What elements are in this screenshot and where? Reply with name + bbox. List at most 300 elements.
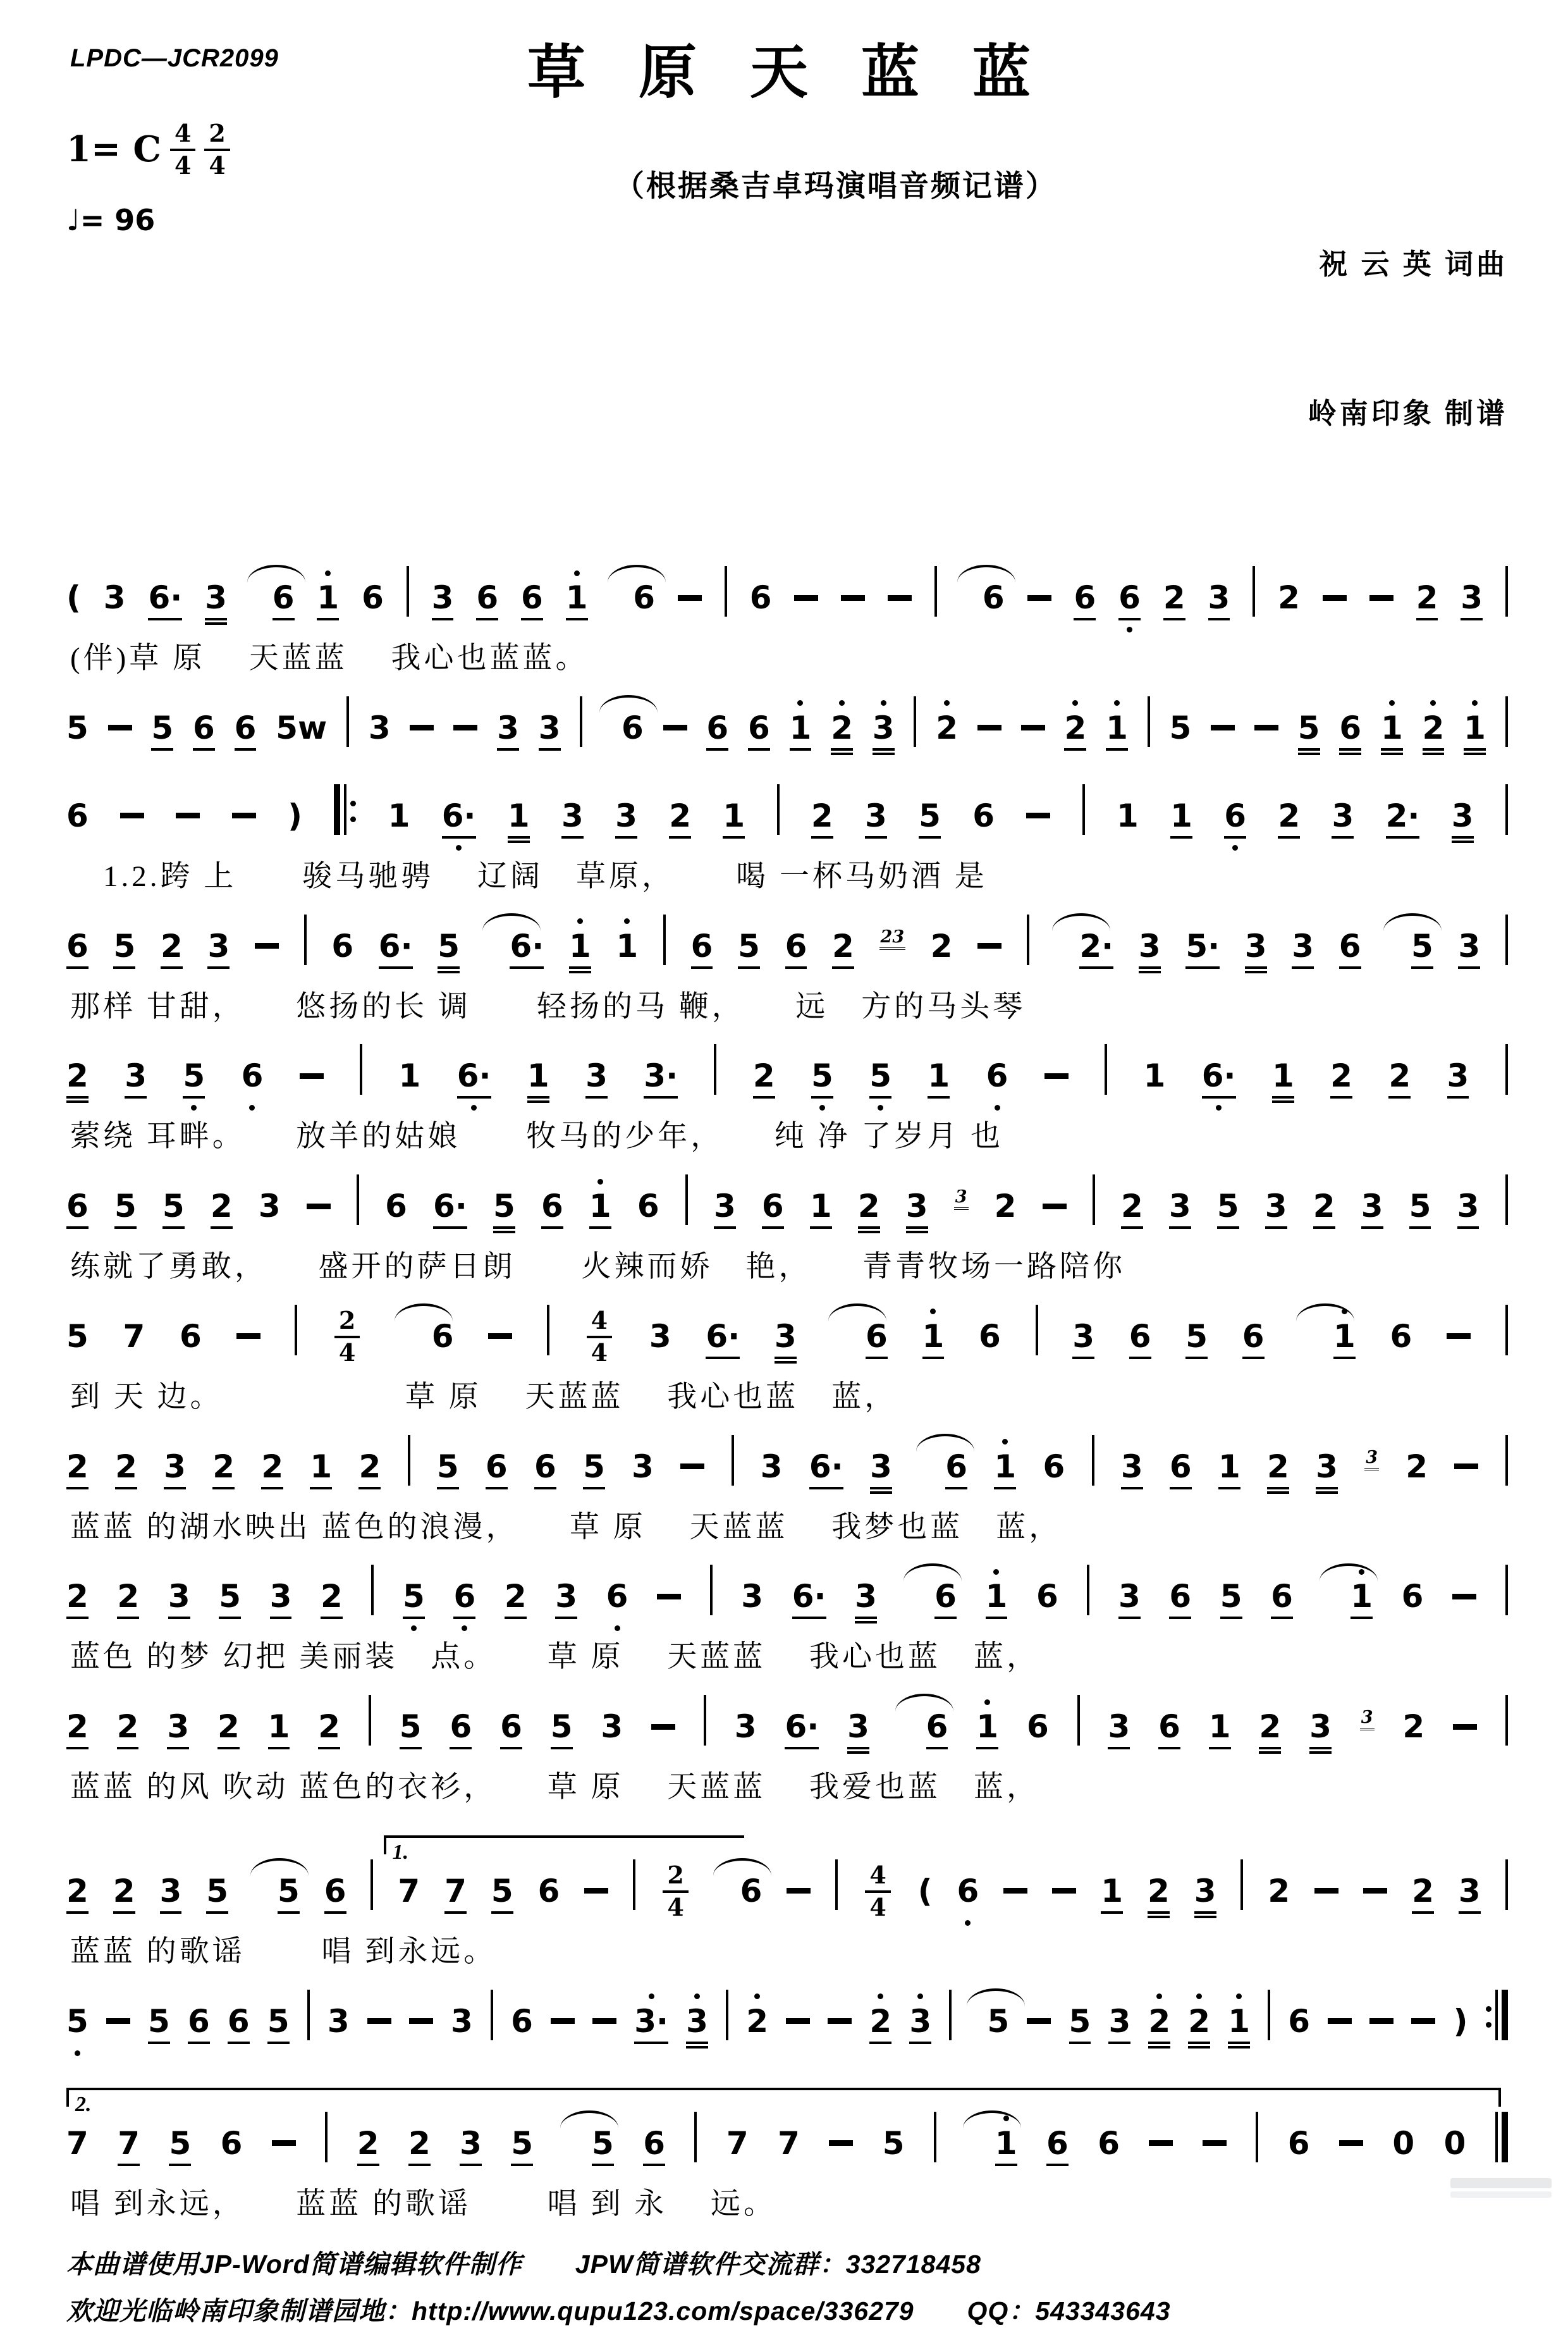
note bbox=[1292, 915, 1314, 983]
beam-line bbox=[207, 966, 230, 969]
beam-area bbox=[792, 1614, 826, 1623]
beam-line bbox=[511, 2164, 533, 2166]
beam-area bbox=[408, 1484, 410, 1494]
high-octave-dot bbox=[1196, 1993, 1202, 1999]
note bbox=[589, 1174, 611, 1243]
beam-line bbox=[1139, 971, 1161, 973]
token-main: 6 bbox=[982, 579, 1005, 617]
beam-line bbox=[775, 1361, 797, 1364]
beam-line bbox=[865, 836, 887, 839]
beam-line bbox=[909, 2042, 931, 2044]
dash-note bbox=[1003, 1859, 1027, 1928]
token-main: 6 bbox=[606, 1578, 628, 1615]
note bbox=[267, 1990, 290, 2059]
token-main: 2 bbox=[1422, 709, 1445, 746]
token-main bbox=[1495, 2126, 1508, 2161]
beam-line bbox=[66, 1911, 89, 1914]
beam-area bbox=[1288, 2161, 1310, 2171]
beam-area bbox=[1202, 1094, 1236, 1103]
barline-glyph bbox=[1092, 1448, 1094, 1486]
barline-glyph bbox=[1087, 1577, 1089, 1615]
note bbox=[1402, 1565, 1424, 1634]
beam-area bbox=[954, 1224, 969, 1233]
token-main: 3 bbox=[713, 1188, 736, 1225]
octave-dot-area bbox=[1072, 696, 1078, 710]
beam-line bbox=[1271, 1617, 1293, 1619]
barline bbox=[1092, 1435, 1094, 1504]
barline-glyph bbox=[704, 1708, 706, 1746]
beam-line bbox=[476, 618, 498, 620]
token-main bbox=[407, 580, 409, 615]
note bbox=[534, 1435, 556, 1504]
note bbox=[1158, 1695, 1180, 1764]
bar-thin bbox=[307, 1990, 310, 2040]
note bbox=[1416, 566, 1438, 635]
beam-area bbox=[1278, 615, 1300, 625]
note bbox=[66, 2112, 89, 2181]
token-main: 2 bbox=[117, 1578, 140, 1615]
token-main bbox=[1505, 710, 1508, 746]
beam-area bbox=[1101, 1909, 1123, 1918]
token-main: 2 bbox=[217, 1708, 240, 1746]
beam-area bbox=[1339, 964, 1361, 973]
token-main bbox=[777, 798, 780, 834]
beam-line bbox=[270, 1617, 292, 1619]
beam-area bbox=[1256, 2161, 1258, 2171]
beam-line bbox=[723, 836, 745, 839]
note bbox=[1208, 566, 1230, 635]
note bbox=[957, 1859, 979, 1928]
beam-area bbox=[828, 2039, 852, 2049]
beam-line bbox=[1361, 1226, 1383, 1229]
token-main: 6 bbox=[957, 1872, 979, 1909]
note bbox=[883, 2112, 905, 2181]
beam-area bbox=[1386, 834, 1420, 843]
beam-line bbox=[66, 1100, 89, 1103]
beam-area bbox=[994, 1484, 1016, 1494]
beam-area bbox=[785, 964, 807, 973]
beam-line bbox=[706, 748, 728, 751]
bar-thin bbox=[685, 1174, 688, 1225]
beam-line bbox=[1139, 966, 1161, 969]
note bbox=[1406, 1435, 1428, 1504]
low-octave-dot-area bbox=[462, 1623, 467, 1634]
dash-note bbox=[1027, 1990, 1051, 2059]
beam-line bbox=[115, 1487, 137, 1489]
volta-label: 1. bbox=[392, 1840, 409, 1864]
beam-line bbox=[1330, 1096, 1352, 1099]
token-main bbox=[680, 1449, 704, 1484]
beam-area bbox=[114, 1224, 137, 1233]
dash-note bbox=[176, 784, 200, 853]
token-main: 2 bbox=[1147, 1872, 1170, 1909]
token-main: 1 bbox=[1106, 709, 1128, 746]
beam-area bbox=[212, 1484, 235, 1494]
beam-area bbox=[1185, 964, 1220, 973]
token-main: 5 bbox=[403, 1578, 425, 1615]
beam-line bbox=[785, 966, 807, 969]
beam-area bbox=[1121, 1224, 1143, 1233]
beam-line bbox=[706, 1357, 740, 1359]
triplet-number bbox=[1364, 1435, 1379, 1504]
beam-area bbox=[1077, 1744, 1080, 1754]
beam-area bbox=[583, 1484, 605, 1494]
note bbox=[1268, 1859, 1290, 1928]
note bbox=[643, 2112, 665, 2181]
note bbox=[622, 696, 644, 765]
token-main: 6· bbox=[510, 927, 544, 964]
beam-line bbox=[811, 836, 833, 839]
beam-area bbox=[362, 615, 384, 625]
token-main: 6 bbox=[637, 1188, 659, 1225]
beam-area bbox=[706, 746, 728, 755]
beam-line bbox=[1298, 753, 1320, 755]
barline-glyph bbox=[295, 1317, 297, 1355]
note bbox=[831, 696, 853, 765]
high-octave-dot bbox=[1002, 1439, 1008, 1445]
beam-area bbox=[694, 2161, 697, 2171]
beam-line bbox=[1169, 1617, 1191, 1619]
token-main bbox=[1026, 798, 1050, 834]
barline-glyph bbox=[1082, 797, 1085, 835]
bar-thin bbox=[1505, 1565, 1508, 1615]
note bbox=[1332, 784, 1354, 853]
token-main: 6 bbox=[187, 2002, 210, 2040]
beam-line bbox=[994, 1487, 1016, 1489]
bar-thin bbox=[304, 915, 307, 965]
system-6 bbox=[66, 1174, 1508, 1286]
token-main bbox=[678, 580, 702, 615]
token-main: 5 bbox=[277, 1872, 300, 1909]
beam-area bbox=[1447, 1094, 1469, 1103]
barline bbox=[1505, 1174, 1508, 1243]
beam-line bbox=[906, 1226, 928, 1229]
token-main: 3 bbox=[741, 1578, 764, 1615]
token-main: 1 bbox=[1351, 1578, 1373, 1615]
dash-note bbox=[1339, 2112, 1363, 2181]
beam-area bbox=[1211, 746, 1235, 755]
beam-area bbox=[1288, 2039, 1310, 2049]
token-main: 2 bbox=[358, 1448, 381, 1485]
note bbox=[1188, 1990, 1210, 2059]
lyrics-line: 唱 到永远， 蓝蓝 的歌谣 唱 到 永 远。 bbox=[70, 2187, 776, 2221]
dash-note bbox=[1026, 784, 1050, 853]
beam-area bbox=[1505, 1354, 1508, 1364]
note bbox=[1259, 1695, 1281, 1764]
beam-line bbox=[211, 1226, 233, 1229]
note bbox=[632, 1435, 654, 1504]
beam-line bbox=[1458, 966, 1480, 969]
beam-line bbox=[113, 1911, 135, 1914]
note bbox=[1412, 1859, 1434, 1928]
token-main: 6 bbox=[534, 1448, 556, 1485]
dash-note bbox=[786, 1990, 810, 2059]
beam-line bbox=[643, 2164, 665, 2166]
beam-area bbox=[206, 1909, 228, 1918]
beam-area bbox=[1505, 834, 1508, 843]
bar-thin bbox=[633, 1859, 635, 1910]
small-number: 3 bbox=[954, 1187, 969, 1210]
token-main: 6 bbox=[476, 579, 499, 617]
token-main: 1 bbox=[1170, 797, 1192, 834]
note bbox=[855, 1565, 877, 1634]
beam-area bbox=[460, 2161, 482, 2171]
dash-note bbox=[794, 566, 818, 635]
token-main: 6 bbox=[227, 2002, 250, 2040]
beam-area bbox=[511, 2039, 533, 2049]
high-octave-dot bbox=[1430, 700, 1436, 706]
beam-line bbox=[278, 1911, 300, 1914]
triplet-number bbox=[954, 1174, 969, 1243]
token-main: 5 bbox=[151, 709, 174, 746]
beam-area bbox=[497, 746, 519, 755]
beam-area bbox=[741, 1614, 763, 1623]
dash-glyph bbox=[307, 1204, 331, 1209]
barline-glyph bbox=[914, 709, 916, 747]
token-main: 3 bbox=[1108, 1708, 1130, 1746]
beam-area bbox=[270, 1614, 292, 1623]
beam-area bbox=[1036, 1354, 1038, 1364]
notation-row bbox=[66, 1174, 1508, 1243]
note bbox=[400, 1695, 422, 1764]
barline-glyph bbox=[1505, 1448, 1508, 1486]
token-main: 2 bbox=[66, 1708, 89, 1746]
beam-area bbox=[810, 1224, 832, 1233]
bar-thin bbox=[1268, 1990, 1270, 2040]
token-main bbox=[1369, 580, 1393, 615]
token-main: 6 bbox=[1026, 1708, 1049, 1746]
note bbox=[457, 1044, 491, 1113]
token-main bbox=[367, 2004, 391, 2039]
token-main bbox=[1036, 1319, 1038, 1354]
note bbox=[168, 1565, 190, 1634]
bar-thin bbox=[360, 1044, 362, 1095]
dash-note bbox=[453, 696, 477, 765]
note bbox=[869, 1990, 891, 2059]
beam-area bbox=[632, 1484, 654, 1494]
beam-line bbox=[1209, 1747, 1231, 1749]
beam-line bbox=[1272, 1100, 1294, 1103]
beam-line bbox=[858, 1231, 880, 1233]
beam-area bbox=[1036, 1614, 1058, 1623]
beam-line bbox=[869, 1096, 891, 1099]
dash-glyph bbox=[1328, 2018, 1352, 2024]
beam-area bbox=[1333, 1354, 1356, 1364]
token-main bbox=[408, 1449, 410, 1484]
beam-area bbox=[1203, 2161, 1227, 2171]
beam-area bbox=[511, 2161, 533, 2171]
beam-line bbox=[1194, 1916, 1216, 1918]
note bbox=[809, 1435, 843, 1504]
beam-area bbox=[592, 2039, 616, 2049]
token-main: 6 bbox=[747, 709, 770, 746]
beam-area bbox=[1224, 834, 1246, 843]
token-main bbox=[584, 1305, 615, 1367]
key-and-tempo bbox=[66, 121, 364, 237]
high-octave-dot bbox=[1114, 700, 1120, 706]
beam-area bbox=[1406, 1484, 1428, 1494]
note bbox=[649, 1305, 671, 1374]
system-3 bbox=[66, 784, 1508, 896]
credit-lyrics-music: 祝 云 英 词曲 bbox=[1319, 248, 1508, 280]
token-main: 1 bbox=[616, 927, 639, 964]
high-octave-dot bbox=[574, 570, 580, 576]
beam-area bbox=[358, 1484, 381, 1494]
barline-glyph bbox=[1036, 1317, 1038, 1355]
barline-glyph bbox=[1505, 1187, 1508, 1225]
beam-area bbox=[66, 1614, 89, 1623]
note bbox=[1316, 1435, 1338, 1504]
beam-area bbox=[1402, 1614, 1424, 1623]
notation-row bbox=[66, 566, 1508, 635]
token-main: 6 bbox=[537, 1872, 560, 1909]
bar-thin bbox=[725, 566, 727, 617]
barline-glyph bbox=[663, 927, 666, 965]
parenthesis bbox=[918, 1859, 933, 1928]
note bbox=[205, 566, 227, 635]
low-octave-dot-area bbox=[249, 1103, 255, 1113]
token-main: 5 bbox=[1216, 1188, 1239, 1225]
barline bbox=[325, 2112, 328, 2181]
beam-line bbox=[1185, 1357, 1208, 1359]
token-main: 3 bbox=[164, 1448, 186, 1485]
bar-thin bbox=[710, 1565, 713, 1615]
low-octave-dot bbox=[615, 1625, 620, 1631]
beam-line bbox=[1245, 966, 1267, 969]
token-main: 3 bbox=[601, 1708, 623, 1746]
token-main: 6 bbox=[785, 927, 807, 964]
beam-area bbox=[259, 1224, 281, 1233]
beam-area bbox=[1148, 746, 1150, 755]
beam-line bbox=[870, 1487, 892, 1489]
note bbox=[1148, 1859, 1170, 1928]
token-main: 5 bbox=[267, 2002, 290, 2040]
lyrics-line: 那样 甘甜， 悠扬的长 调 轻扬的马 鞭， 远 方的马头琴 bbox=[70, 990, 1026, 1023]
beam-area bbox=[334, 834, 356, 843]
dash-glyph bbox=[584, 1888, 608, 1894]
beam-line bbox=[1452, 836, 1474, 839]
bar-thin bbox=[1087, 1565, 1089, 1615]
octave-dot-area bbox=[984, 1695, 990, 1709]
beam-area bbox=[1390, 1354, 1412, 1364]
note bbox=[167, 1695, 189, 1764]
beam-line bbox=[748, 748, 770, 751]
beam-area bbox=[151, 746, 173, 755]
low-octave-dot bbox=[75, 2050, 80, 2056]
watermark-mark bbox=[1450, 2191, 1552, 2198]
notation-row bbox=[66, 1990, 1508, 2059]
note bbox=[986, 1044, 1008, 1113]
barline-glyph bbox=[726, 2002, 728, 2040]
dash-note bbox=[120, 784, 144, 853]
token-main bbox=[584, 1873, 608, 1909]
note bbox=[634, 1990, 668, 2059]
beam-area bbox=[787, 1909, 811, 1918]
token-main: 2 bbox=[746, 2002, 769, 2040]
token-main: 3 bbox=[632, 1448, 654, 1485]
beam-line bbox=[442, 836, 476, 839]
credit-notation: 岭南印象 制谱 bbox=[1308, 397, 1508, 429]
beam-area bbox=[1144, 1094, 1166, 1103]
beam-area bbox=[841, 615, 865, 625]
beam-area bbox=[1218, 1484, 1240, 1494]
beam-area bbox=[1505, 1224, 1508, 1233]
token-main: 6· bbox=[809, 1448, 843, 1485]
token-main: 2 bbox=[1278, 797, 1301, 834]
barline bbox=[307, 1990, 310, 2059]
note bbox=[633, 566, 655, 635]
notation-row bbox=[66, 1859, 1508, 1928]
beam-area bbox=[686, 2039, 708, 2049]
beam-area bbox=[934, 615, 937, 625]
note bbox=[438, 915, 460, 983]
beam-area bbox=[685, 1224, 688, 1233]
barline-glyph bbox=[360, 1057, 362, 1095]
token-main: 6 bbox=[1046, 2124, 1069, 2162]
token-main: 6 bbox=[541, 1188, 563, 1225]
token-main bbox=[409, 2004, 433, 2039]
beam-area bbox=[367, 2039, 391, 2049]
beam-area bbox=[66, 834, 89, 843]
beam-area bbox=[1117, 834, 1139, 843]
beam-area bbox=[161, 964, 183, 973]
beam-area bbox=[331, 964, 353, 973]
token-main bbox=[949, 2004, 952, 2039]
note bbox=[1333, 1305, 1356, 1374]
bar-thin bbox=[1036, 1305, 1038, 1355]
token-main: 6 bbox=[220, 2124, 243, 2162]
beam-area bbox=[1093, 1224, 1095, 1233]
beam-line bbox=[1169, 1226, 1191, 1229]
barline bbox=[949, 1990, 952, 2059]
beam-area bbox=[726, 2039, 728, 2049]
beam-line bbox=[521, 618, 543, 620]
note bbox=[1218, 1435, 1240, 1504]
note bbox=[1402, 1695, 1424, 1764]
low-octave-dot bbox=[456, 845, 462, 851]
note bbox=[1144, 1044, 1166, 1113]
token-main: 3 bbox=[368, 709, 391, 746]
token-main bbox=[1447, 1319, 1471, 1354]
token-main: 1 bbox=[267, 1708, 290, 1746]
dash-glyph bbox=[300, 1073, 324, 1079]
note bbox=[399, 1044, 421, 1113]
token-main: ) bbox=[288, 797, 302, 834]
beam-area bbox=[453, 1614, 475, 1623]
barline bbox=[704, 1695, 706, 1764]
token-main bbox=[663, 928, 666, 964]
note bbox=[909, 1990, 931, 2059]
beam-area bbox=[1092, 1484, 1094, 1494]
barline bbox=[1027, 915, 1029, 983]
token-main: 6 bbox=[621, 709, 644, 746]
beam-line bbox=[669, 836, 691, 839]
token-main: 3· bbox=[634, 2002, 669, 2040]
barline-glyph bbox=[1105, 1057, 1107, 1095]
note bbox=[870, 1435, 892, 1504]
token-main: 3 bbox=[1458, 927, 1481, 964]
bar-thin bbox=[1027, 915, 1029, 965]
beam-area bbox=[762, 1224, 784, 1233]
token-main: 2 bbox=[115, 1448, 137, 1485]
beam-area bbox=[928, 1094, 950, 1103]
note bbox=[66, 1044, 89, 1113]
token-main bbox=[1052, 1873, 1076, 1909]
token-main: 2 bbox=[1188, 2002, 1211, 2040]
token-main: 3 bbox=[431, 579, 454, 617]
beam-area bbox=[735, 1744, 757, 1754]
beam-area bbox=[324, 1909, 346, 1918]
